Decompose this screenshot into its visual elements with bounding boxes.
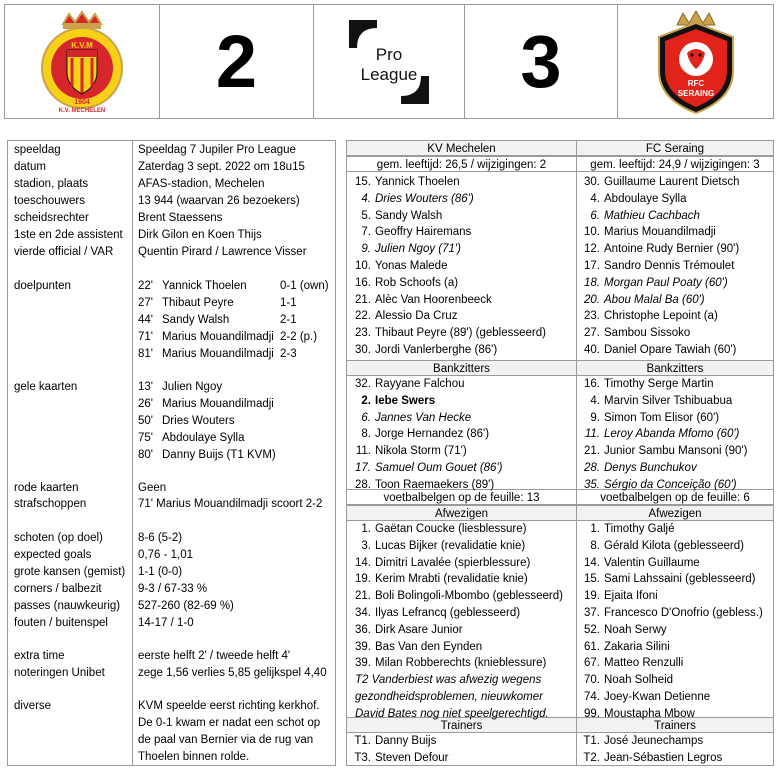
away-trainer-name: José Jeunechamps xyxy=(604,735,704,747)
away-absent-player-number: 37. xyxy=(584,607,600,619)
home-bench-player-name: Iebe Swers xyxy=(375,394,436,407)
home-trainer-number: T1. xyxy=(354,735,371,747)
home-logo-text: K.V.M xyxy=(71,40,93,50)
label-gele: gele kaarten xyxy=(14,381,78,393)
away-absent-player-name: Matteo Renzulli xyxy=(604,657,684,670)
away-starter xyxy=(580,174,740,191)
away-absent-player-name: Francesco D'Onofrio (gebless.) xyxy=(604,607,763,619)
away-absent-player-name: Gérald Kilota (geblesseerd) xyxy=(604,539,744,552)
label-datum: datum xyxy=(14,161,46,173)
value-assistent: Dirk Gilon en Koen Thijs xyxy=(138,229,262,241)
home-bench-player-name: Nikola Storm (71') xyxy=(375,445,467,458)
home-bench-player-number: 6. xyxy=(361,411,371,424)
home-team-name: KV Mechelen xyxy=(347,140,576,156)
away-absent-player xyxy=(580,672,673,689)
away-starter-number: 20. xyxy=(584,293,600,306)
away-absent-player-number: 67. xyxy=(584,657,600,670)
home-starter-name: Yonas Malede xyxy=(375,260,448,272)
home-absent-player-number: 34. xyxy=(355,607,371,619)
goal-score: 0-1 (own) xyxy=(280,280,329,292)
home-bench-player xyxy=(351,443,467,460)
rfc-seraing-logo xyxy=(651,9,741,115)
away-trainer-number: T1. xyxy=(583,735,600,747)
away-absent-player-number: 8. xyxy=(590,539,600,552)
home-logo-cell xyxy=(5,5,160,118)
label-passes: passes (nauwkeurig) xyxy=(14,600,121,612)
league-logo-cell xyxy=(314,5,465,118)
away-trainer-name: Jean-Sébastien Legros xyxy=(604,751,723,764)
home-bench-player-name: Rayyane Falchou xyxy=(375,378,465,390)
away-bench-player-name: Denys Bunchukov xyxy=(604,462,697,474)
away-bench-player xyxy=(580,393,732,410)
away-bench-player-name: Marvin Silver Tshibuabua xyxy=(604,394,733,407)
value-toeschouwers: 13 944 (waarvan 26 bezoekers) xyxy=(138,195,300,207)
home-bench-player xyxy=(351,460,502,477)
goal-row xyxy=(138,295,331,312)
home-absent-player-name: Boli Bolingoli-Mbombo (geblesseerd) xyxy=(375,590,563,603)
label-corners: corners / balbezit xyxy=(14,583,102,595)
card-minute: 75' xyxy=(138,432,153,444)
away-absent-player xyxy=(580,622,667,639)
value-passes: 527-260 (82-69 %) xyxy=(138,600,234,612)
away-absent-player-number: 74. xyxy=(584,691,600,703)
away-absent-player-name: Sami Lahssaini (geblesseerd) xyxy=(604,573,756,586)
away-bench-player-number: 16. xyxy=(584,378,600,390)
home-starter xyxy=(351,258,447,275)
away-absent-player xyxy=(580,689,710,706)
away-bench-title: Bankzitters xyxy=(576,360,773,376)
away-bench-player-number: 21. xyxy=(584,445,600,458)
away-bench-player-name: Simon Tom Elisor (60') xyxy=(604,411,720,424)
label-diverse: diverse xyxy=(14,700,52,712)
away-absent-player xyxy=(580,571,756,588)
home-absent-player-name: Kerim Mrabti (revalidatie knie) xyxy=(375,573,528,586)
away-absent-player xyxy=(580,521,675,538)
home-bench-title: Bankzitters xyxy=(347,360,576,376)
home-starter-number: 10. xyxy=(355,260,371,272)
home-meta-text: gem. leeftijd: 26,5 / wijzigingen: 2 xyxy=(376,159,547,171)
home-bench-player xyxy=(351,393,435,410)
goal-minute: 22' xyxy=(138,280,153,292)
home-absent-player xyxy=(351,605,520,622)
away-absent-player-name: Noah Solheid xyxy=(604,674,674,687)
away-absent-player xyxy=(580,538,744,555)
home-absent-player-name: Ilyas Lefrancq (geblesseerd) xyxy=(375,607,521,619)
away-starter-number: 6. xyxy=(590,209,600,222)
home-trainer-name: Steven Defour xyxy=(375,751,449,764)
label-noteringen: noteringen Unibet xyxy=(14,667,105,679)
home-absent-player-number: 21. xyxy=(355,590,371,603)
goal-score: 2-2 (p.) xyxy=(280,331,318,343)
goal-row xyxy=(138,346,331,363)
label-xg: expected goals xyxy=(14,549,92,561)
home-absent-player-name: Bas Van den Eynden xyxy=(375,640,483,653)
home-absent-player xyxy=(351,555,530,572)
away-starter xyxy=(580,258,734,275)
home-starter-name: Geoffry Hairemans xyxy=(375,226,472,239)
away-absent-player xyxy=(580,706,695,723)
away-starter xyxy=(580,241,739,258)
away-starter-name: Daniel Opare Tawiah (60') xyxy=(604,344,737,356)
home-bench-player-number: 32. xyxy=(355,378,371,390)
yellow-card-row xyxy=(138,413,331,430)
away-absent-player-number: 19. xyxy=(584,590,600,603)
away-bench-player-name: Junior Sambu Mansoni (90') xyxy=(604,445,748,458)
card-player: Julien Ngoy xyxy=(162,381,223,393)
away-absent-player-number: 1. xyxy=(590,523,600,535)
away-bench-player-number: 35. xyxy=(584,478,600,491)
home-starter-number: 16. xyxy=(355,276,371,289)
away-absent-player xyxy=(580,605,763,622)
away-absent-title: Afwezigen xyxy=(576,505,773,521)
away-starter-number: 27. xyxy=(584,327,600,340)
card-minute: 80' xyxy=(138,449,153,461)
home-bench-player-name: Samuel Oum Gouet (86') xyxy=(375,462,503,474)
kv-mechelen-logo xyxy=(39,10,125,114)
away-starter-number: 18. xyxy=(584,276,600,289)
home-absent-player xyxy=(351,622,463,639)
home-starter-name: Yannick Thoelen xyxy=(375,176,460,188)
away-bench-player xyxy=(580,477,737,494)
value-corners: 9-3 / 67-33 % xyxy=(138,583,208,595)
label-toeschouwers: toeschouwers xyxy=(14,195,85,207)
label-kansen: grote kansen (gemist) xyxy=(14,566,126,578)
card-minute: 26' xyxy=(138,398,153,410)
label-assistent: 1ste en 2de assistent xyxy=(14,229,123,241)
home-starter xyxy=(351,241,461,258)
home-bench-player-number: 17. xyxy=(355,462,371,474)
home-score-cell xyxy=(160,5,314,118)
card-minute: 50' xyxy=(138,415,153,427)
home-bench-player xyxy=(351,426,489,443)
away-absent-player-name: Joey-Kwan Detienne xyxy=(604,691,711,703)
label-schoten: schoten (op doel) xyxy=(14,532,103,544)
goal-player: Marius Mouandilmadji xyxy=(162,348,274,360)
away-starter-name: Guillaume Laurent Dietsch xyxy=(604,176,740,188)
away-meta xyxy=(576,156,773,172)
away-absent-player-number: 70. xyxy=(584,674,600,687)
away-absent-player-name: Noah Serwy xyxy=(604,623,667,636)
home-starter-number: 5. xyxy=(361,209,371,222)
league-logo-line1: Pro xyxy=(375,44,403,64)
away-bench-player xyxy=(580,410,719,427)
home-starter-name: Dries Wouters (86') xyxy=(375,192,474,205)
home-starter-number: 7. xyxy=(361,226,371,239)
value-kansen: 1-1 (0-0) xyxy=(138,566,183,578)
away-trainer xyxy=(580,750,722,767)
away-starter xyxy=(580,342,736,359)
away-bench-player xyxy=(580,443,747,460)
away-bench-player-number: 4. xyxy=(590,394,600,407)
home-meta xyxy=(347,156,576,172)
lineups-table xyxy=(346,140,774,766)
home-bench-player-number: 8. xyxy=(361,428,371,441)
home-absent-player-name: Gaëtan Coucke (liesblessure) xyxy=(375,523,527,535)
away-starter-number: 4. xyxy=(590,192,600,205)
home-starter xyxy=(351,224,471,241)
home-starter-number: 21. xyxy=(355,293,371,306)
yellow-card-row xyxy=(138,447,331,464)
home-absent-note: David Bates nog niet speelgerechtigd. xyxy=(355,707,549,720)
home-absent-player xyxy=(351,588,563,605)
away-absent-player-number: 15. xyxy=(584,573,600,586)
away-absent-player-name: Timothy Galjé xyxy=(604,523,675,535)
home-starter-name: Alessio Da Cruz xyxy=(375,310,458,323)
away-absent-player xyxy=(580,655,683,672)
home-bench-player-number: 2. xyxy=(361,394,371,407)
label-rode: rode kaarten xyxy=(14,482,79,494)
away-sheet-text: voetbalbelgen op de feuille: 6 xyxy=(600,492,750,504)
home-bench-player xyxy=(351,376,465,393)
value-fouten: 14-17 / 1-0 xyxy=(138,617,194,629)
pro-league-logo xyxy=(329,10,449,114)
home-sheet-text: voetbalbelgen op de feuille: 13 xyxy=(383,492,540,504)
home-absent-player xyxy=(351,639,482,656)
goal-player: Sandy Walsh xyxy=(162,314,230,326)
home-absent-player-name: Dimitri Lavalée (spierblessure) xyxy=(375,556,531,569)
home-absent-player xyxy=(351,571,528,588)
home-absent-player-number: 36. xyxy=(355,623,371,636)
home-starter-name: Rob Schoofs (a) xyxy=(375,276,459,289)
away-starter-name: Abou Malal Ba (60') xyxy=(604,293,705,306)
home-absent-player xyxy=(351,521,527,538)
home-starter-number: 30. xyxy=(355,344,371,356)
home-starter xyxy=(351,308,457,325)
away-absent-player-name: Zakaria Silini xyxy=(604,640,670,653)
value-diverse-4: Thoelen binnen rolde. xyxy=(138,751,250,763)
value-strafschoppen: 71' Marius Mouandilmadji scoort 2-2 xyxy=(138,498,323,510)
home-starter xyxy=(351,275,458,292)
home-bench-player xyxy=(351,410,471,427)
home-absent-player-number: 1. xyxy=(361,523,371,535)
away-bench-player-number: 11. xyxy=(584,428,600,441)
value-rode: Geen xyxy=(138,482,167,494)
away-absent-player-number: 61. xyxy=(584,640,600,653)
home-bench-player-name: Jannes Van Hecke xyxy=(375,411,472,424)
yellow-card-row xyxy=(138,379,331,396)
away-starter-number: 17. xyxy=(584,260,600,272)
away-bench-player-name: Leroy Abanda Mfomo (60') xyxy=(604,428,740,441)
column-divider xyxy=(576,141,577,765)
home-starter-name: Jordi Vanlerberghe (86') xyxy=(375,344,498,356)
goal-player: Marius Mouandilmadji xyxy=(162,331,274,343)
value-xg: 0,76 - 1,01 xyxy=(138,549,193,561)
home-absent-player-name: Milan Robberechts (knieblessure) xyxy=(375,657,547,670)
goal-row xyxy=(138,278,331,295)
goal-minute: 71' xyxy=(138,331,153,343)
goal-score: 2-1 xyxy=(280,314,297,326)
label-fouten: fouten / buitenspel xyxy=(14,617,108,629)
card-player: Dries Wouters xyxy=(162,415,235,427)
value-stadion: AFAS-stadion, Mechelen xyxy=(138,178,265,190)
card-player: Marius Mouandilmadji xyxy=(162,398,274,410)
home-bench-player-number: 11. xyxy=(355,445,371,458)
home-starter-name: Alèc Van Hoorenbeeck xyxy=(375,293,492,306)
label-strafschoppen: strafschoppen xyxy=(14,498,87,510)
value-scheidsrechter: Brent Staessens xyxy=(138,212,223,224)
label-stadion: stadion, plaats xyxy=(14,178,89,190)
home-starter-number: 22. xyxy=(355,310,371,323)
label-speeldag: speeldag xyxy=(14,144,61,156)
home-trainer-number: T3. xyxy=(354,751,371,764)
home-absent-player-number: 39. xyxy=(355,640,371,653)
home-bench-player-name: Toon Raemaekers (89') xyxy=(375,478,495,491)
home-logo-year: 1904 xyxy=(74,98,90,106)
home-starter-number: 4. xyxy=(361,192,371,205)
away-bench-player xyxy=(580,426,739,443)
home-absent-title: Afwezigen xyxy=(347,505,576,521)
home-absent-player xyxy=(351,655,546,672)
value-diverse-1: KVM speelde eerst richting kerkhof. xyxy=(138,700,320,712)
away-starter xyxy=(580,208,700,225)
away-starter-name: Sambou Sissoko xyxy=(604,327,691,340)
away-starter-name: Christophe Lepoint (a) xyxy=(604,310,718,323)
value-diverse-2: De 0-1 kwam er nadat een schot op xyxy=(138,717,321,729)
home-absent-player-number: 3. xyxy=(361,539,371,552)
league-logo-line2: League xyxy=(360,64,418,84)
yellow-card-row xyxy=(138,430,331,447)
away-starter-name: Abdoulaye Sylla xyxy=(604,192,687,205)
home-starter xyxy=(351,342,497,359)
away-starter-number: 23. xyxy=(584,310,600,323)
label-doelpunten: doelpunten xyxy=(14,280,71,292)
home-trainer-name: Danny Buijs xyxy=(375,735,437,747)
label-extra: extra time xyxy=(14,650,65,662)
away-starter-name: Morgan Paul Poaty (60') xyxy=(604,276,728,289)
home-absent-player xyxy=(351,538,525,555)
home-starter xyxy=(351,174,460,191)
card-minute: 13' xyxy=(138,381,153,393)
goal-minute: 81' xyxy=(138,348,153,360)
home-absent-player-name: Lucas Bijker (revalidatie knie) xyxy=(375,539,526,552)
home-logo-bottom: K.V. MECHELEN xyxy=(58,107,106,114)
goal-player: Thibaut Peyre xyxy=(162,297,234,309)
home-bench-player xyxy=(351,477,494,494)
value-diverse-3: de paal van Bernier via de rug van xyxy=(138,734,314,746)
away-bench-player xyxy=(580,460,697,477)
value-datum: Zaterdag 3 sept. 2022 om 18u15 xyxy=(138,161,305,173)
card-player: Abdoulaye Sylla xyxy=(162,432,245,444)
goal-score: 2-3 xyxy=(280,348,297,360)
goal-player: Yannick Thoelen xyxy=(162,280,247,292)
away-starter xyxy=(580,308,718,325)
away-absent-player xyxy=(580,639,670,656)
home-bench-player-number: 28. xyxy=(355,478,371,491)
away-bench-player-name: Sérgio da Conceição (60') xyxy=(604,478,737,491)
card-player: Danny Buijs (T1 KVM) xyxy=(162,449,276,461)
home-starter-number: 15. xyxy=(355,176,371,188)
away-bench-player-number: 28. xyxy=(584,462,600,474)
away-team-name: FC Seraing xyxy=(576,140,773,156)
away-starter xyxy=(580,191,686,208)
away-absent-player-number: 52. xyxy=(584,623,600,636)
away-score: 3 xyxy=(520,19,562,103)
home-trainers-title: Trainers xyxy=(347,717,576,733)
away-absent-player-name: Ejaita Ifoni xyxy=(604,590,658,603)
yellow-card-row xyxy=(138,396,331,413)
home-starter-name: Sandy Walsh xyxy=(375,209,443,222)
match-info-table xyxy=(7,140,336,766)
away-meta-text: gem. leeftijd: 24,9 / wijzigingen: 3 xyxy=(590,159,760,171)
away-starter xyxy=(580,275,728,292)
home-trainer xyxy=(351,750,449,767)
away-starter-name: Mathieu Cachbach xyxy=(604,209,700,222)
home-absent-note: gezondheidsproblemen, nieuwkomer xyxy=(355,690,543,703)
value-speeldag: Speeldag 7 Jupiler Pro League xyxy=(138,144,296,156)
away-score-cell xyxy=(465,5,618,118)
away-absent-player-number: 14. xyxy=(584,556,600,569)
away-logo-cell xyxy=(618,5,773,118)
home-starter xyxy=(351,191,474,208)
away-bench-player-name: Timothy Serge Martin xyxy=(604,378,714,390)
goal-score: 1-1 xyxy=(280,297,297,309)
away-starter-name: Antoine Rudy Bernier (90') xyxy=(604,243,740,256)
away-starter-name: Sandro Dennis Trémoulet xyxy=(604,260,735,272)
away-absent-player-number: 99. xyxy=(584,707,600,720)
away-starter-number: 12. xyxy=(584,243,600,256)
home-absent-note: T2 Vanderbiest was afwezig wegens xyxy=(355,674,542,686)
goal-row xyxy=(138,312,331,329)
home-bench-player-name: Jorge Hernandez (86') xyxy=(375,428,490,441)
away-absent-player xyxy=(580,588,658,605)
away-starter-number: 10. xyxy=(584,226,600,239)
value-extra: eerste helft 2' / tweede helft 4' xyxy=(138,650,291,662)
value-vierde: Quentin Pirard / Lawrence Visser xyxy=(138,246,307,258)
home-score: 2 xyxy=(215,19,258,103)
goal-row xyxy=(138,329,331,346)
info-labels-column xyxy=(8,141,133,765)
value-schoten: 8-6 (5-2) xyxy=(138,532,183,544)
home-starter-name: Thibaut Peyre (89') (geblesseerd) xyxy=(375,327,546,340)
away-starter xyxy=(580,292,705,309)
away-starter-number: 30. xyxy=(584,176,600,188)
home-starter-number: 9. xyxy=(361,243,371,256)
goal-minute: 27' xyxy=(138,297,153,309)
away-trainer xyxy=(580,733,703,750)
away-starter-number: 40. xyxy=(584,344,600,356)
away-logo-line1: RFC xyxy=(687,78,704,88)
home-starter xyxy=(351,325,546,342)
match-header xyxy=(4,4,774,119)
home-trainer xyxy=(351,733,436,750)
value-noteringen: zege 1,56 verlies 5,85 gelijkspel 4,40 xyxy=(138,667,327,679)
away-starter xyxy=(580,325,690,342)
home-absent-player-name: Dirk Asare Junior xyxy=(375,623,463,636)
away-trainers-title: Trainers xyxy=(576,717,773,733)
home-absent-player-number: 19. xyxy=(355,573,371,586)
away-trainer-number: T2. xyxy=(583,751,600,764)
away-starter xyxy=(580,224,716,241)
away-absent-player xyxy=(580,555,700,572)
away-logo-line2: SERAING xyxy=(677,88,714,98)
goal-minute: 44' xyxy=(138,314,153,326)
away-starter-name: Marius Mouandilmadji xyxy=(604,226,716,239)
home-starter-number: 23. xyxy=(355,327,371,340)
home-starter xyxy=(351,208,442,225)
away-absent-player-name: Moustapha Mbow xyxy=(604,707,695,720)
info-values-column xyxy=(133,141,335,765)
label-scheidsrechter: scheidsrechter xyxy=(14,212,89,224)
home-absent-player-number: 39. xyxy=(355,657,371,670)
label-vierde: vierde official / VAR xyxy=(14,246,114,258)
home-absent-player-number: 14. xyxy=(355,556,371,569)
away-absent-player-name: Valentin Guillaume xyxy=(604,556,700,569)
away-bench-player xyxy=(580,376,714,393)
home-starter xyxy=(351,292,492,309)
home-starter-name: Julien Ngoy (71') xyxy=(375,243,461,256)
away-bench-player-number: 9. xyxy=(590,411,600,424)
